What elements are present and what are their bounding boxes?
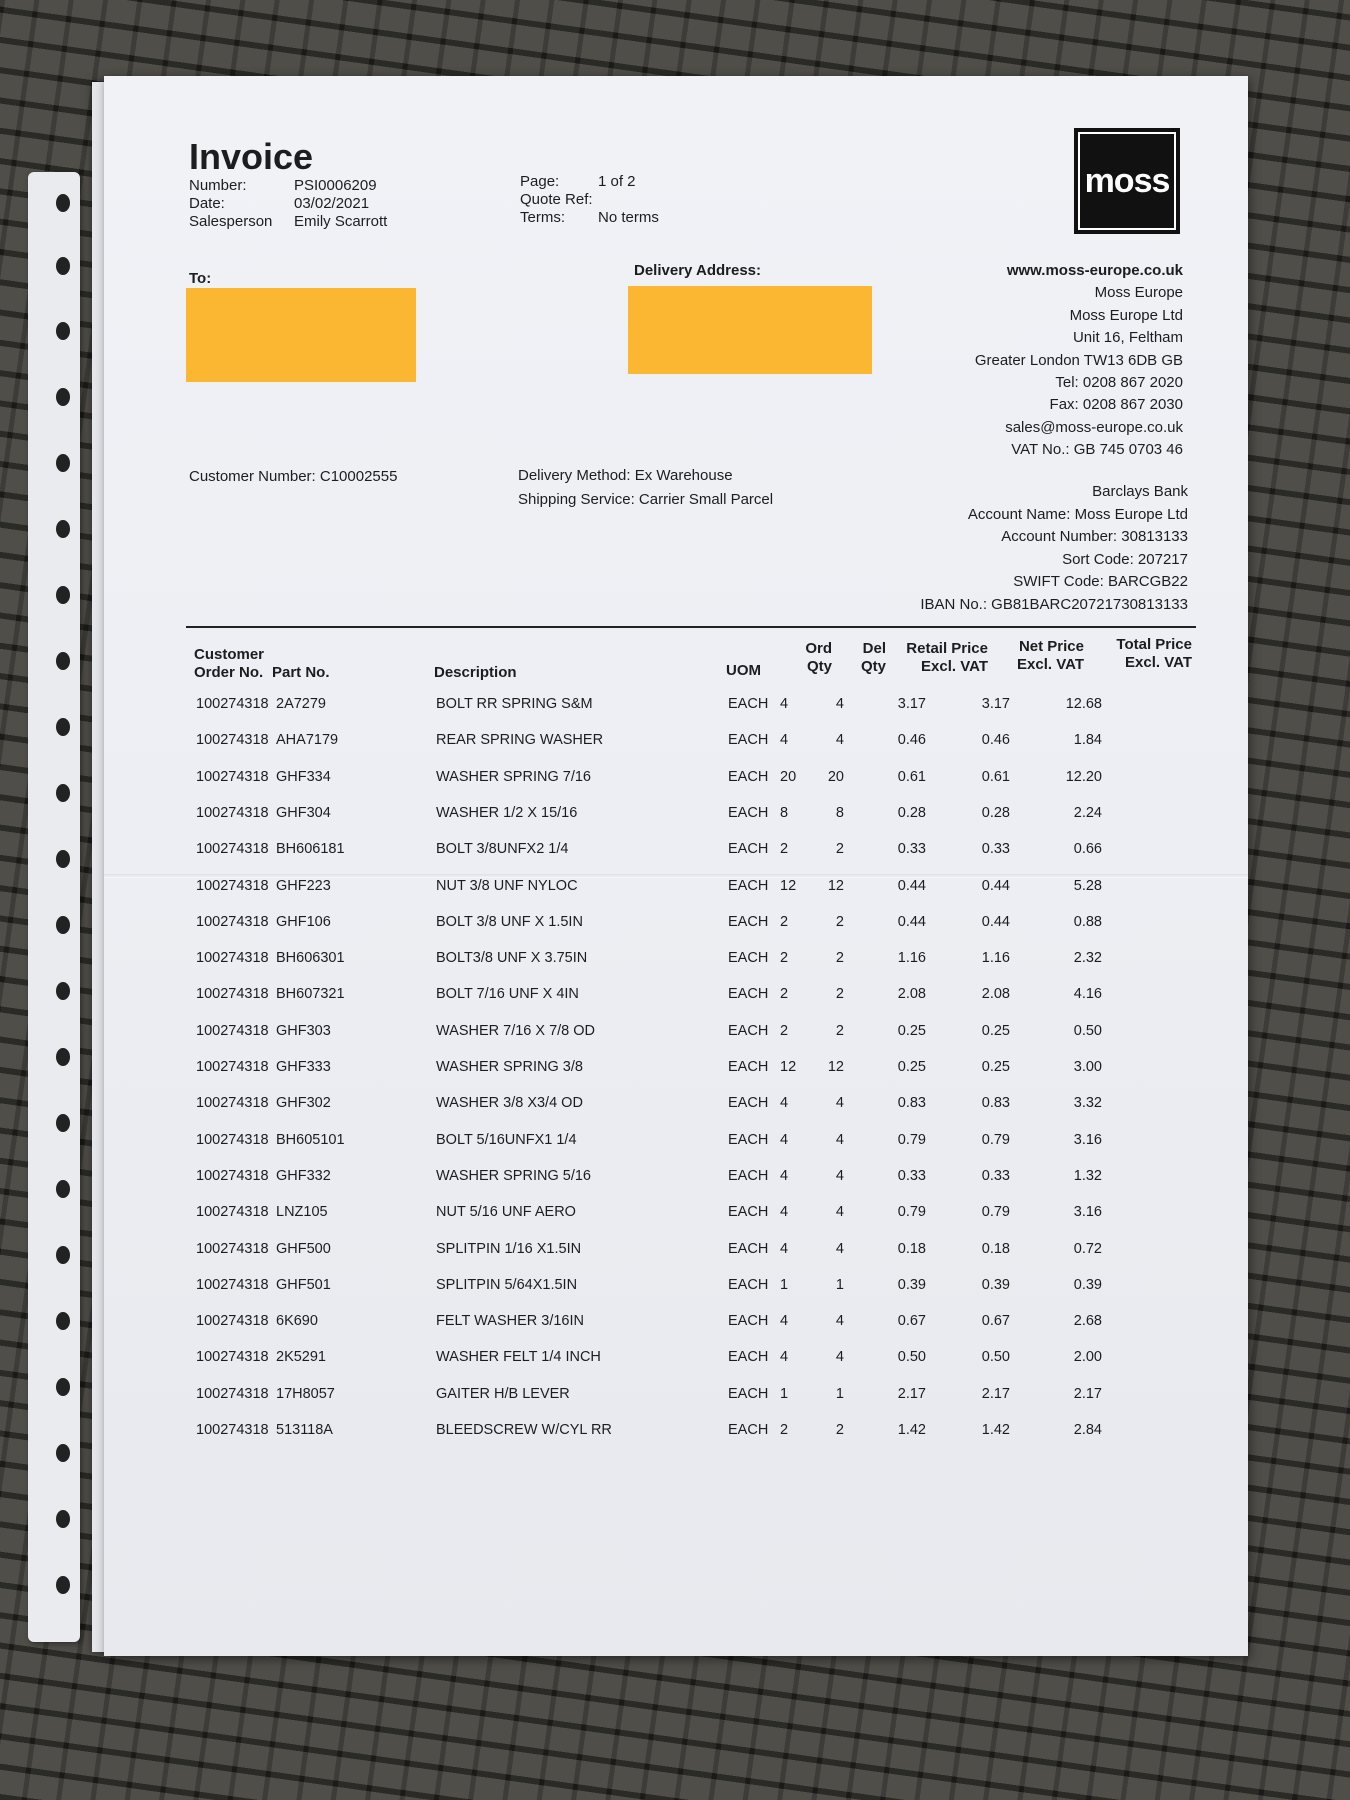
cell-total: 3.32 [1073,1095,1102,1112]
cell-del: 4 [835,1240,844,1257]
shipping-service: Shipping Service: Carrier Small Parcel [518,491,774,508]
cell-desc: NUT 3/8 UNF NYLOC [436,877,578,894]
cell-ord: 4 [780,1131,789,1148]
cell-part: 17H8057 [276,1385,335,1402]
table-row [104,732,1248,754]
cell-desc: WASHER 3/8 X3/4 OD [436,1095,583,1112]
cell-net: 0.44 [981,913,1010,930]
cell-retail: 0.61 [897,768,926,785]
cell-total: 5.28 [1073,877,1102,894]
binder-hole [56,388,70,406]
invoice-date: 03/02/2021 [294,195,370,212]
col-net-price-line2: Excl. VAT [1017,656,1084,673]
col-retail-price-line2: Excl. VAT [921,658,988,675]
cell-total: 0.39 [1073,1276,1102,1293]
cell-uom: EACH [728,1240,769,1257]
cell-total: 2.32 [1073,950,1102,967]
col-net-price [984,638,1084,674]
cell-uom: EACH [728,768,769,785]
cell-total: 0.72 [1073,1240,1102,1257]
cell-ord: 2 [780,1422,789,1438]
cell-net: 2.17 [981,1385,1010,1402]
cell-ord: 2 [780,986,789,1003]
cell-retail: 0.83 [897,1095,926,1112]
cell-desc: WASHER SPRING 7/16 [436,768,591,785]
cell-desc: REAR SPRING WASHER [436,732,604,749]
binder-hole [56,1312,70,1330]
cell-desc: BOLT 5/16UNFX1 1/4 [436,1131,577,1148]
cell-ord: 4 [780,1095,789,1112]
binder-hole [56,1510,70,1528]
cell-net: 1.42 [981,1422,1010,1438]
cell-order: 100274318 [196,1095,269,1112]
cell-ord: 1 [780,1276,789,1293]
table-row [104,1241,1248,1263]
cell-net: 0.50 [981,1349,1010,1366]
cell-retail: 0.44 [897,913,926,930]
cell-uom: EACH [728,1422,769,1438]
cell-net: 1.16 [981,950,1010,967]
binder-hole [56,718,70,736]
cell-del: 4 [835,732,844,749]
col-customer-order [194,646,264,682]
cell-retail: 2.17 [897,1385,926,1402]
cell-del: 8 [835,804,844,821]
cell-order: 100274318 [196,1240,269,1257]
binder-hole [56,916,70,934]
cell-total: 1.84 [1073,732,1102,749]
cell-order: 100274318 [196,877,269,894]
cell-total: 1.32 [1073,1167,1102,1184]
cell-order: 100274318 [196,1349,269,1366]
cell-ord: 4 [780,1204,789,1221]
binder-hole [56,194,70,212]
col-ord-qty [792,640,832,676]
cell-part: BH605101 [276,1131,345,1148]
cell-uom: EACH [728,841,769,858]
binder-sleeve [28,172,80,1642]
cell-part: GHF333 [276,1059,331,1075]
company-website: www.moss-europe.co.uk [1006,262,1183,279]
cell-desc: WASHER FELT 1/4 INCH [436,1349,601,1366]
cell-retail: 3.17 [897,696,926,712]
cell-retail: 0.79 [897,1204,926,1221]
cell-order: 100274318 [196,950,269,967]
table-row [104,950,1248,972]
cell-desc: BOLT RR SPRING S&M [436,696,593,712]
cell-del: 2 [835,950,844,967]
company-line: Moss Europe [1094,284,1183,302]
table-row [104,1168,1248,1190]
bank-line: SWIFT Code: BARCGB22 [1013,573,1188,591]
binder-hole [56,1576,70,1594]
terms: No terms [598,209,659,226]
cell-del: 12 [827,1059,844,1075]
cell-net: 0.25 [981,1022,1010,1039]
cell-retail: 0.39 [897,1276,926,1293]
cell-uom: EACH [728,1167,769,1184]
number-label: Number: [189,177,247,194]
col-del-qty-line2: Qty [860,658,886,675]
page-label: Page: [520,173,560,190]
col-net-price-line1: Net Price [1018,638,1084,655]
cell-net: 2.08 [981,986,1010,1003]
cell-desc: SPLITPIN 1/16 X1.5IN [436,1240,582,1257]
col-customer-order-line2: Order No. [194,664,264,681]
bank-line: Sort Code: 207217 [1062,550,1188,568]
cell-ord: 2 [780,1022,789,1039]
table-row [104,1386,1248,1408]
col-retail-price-line1: Retail Price [906,640,988,657]
cell-del: 4 [835,1349,844,1366]
cell-del: 20 [827,768,844,785]
cell-order: 100274318 [196,1131,269,1148]
cell-retail: 0.33 [897,1167,926,1184]
binder-hole [56,1246,70,1264]
col-total-price-line1: Total Price [1116,636,1192,653]
cell-ord: 12 [780,877,797,894]
cell-order: 100274318 [196,1204,269,1221]
cell-net: 0.39 [981,1276,1010,1293]
cell-retail: 0.25 [897,1022,926,1039]
cell-total: 2.17 [1073,1385,1102,1402]
col-ord-qty-line1: Ord [805,640,832,657]
bank-line: IBAN No.: GB81BARC20721730813133 [920,595,1188,613]
cell-uom: EACH [728,1059,769,1075]
col-customer-order-line1: Customer [194,646,265,663]
table-row [104,878,1248,900]
cell-retail: 0.18 [897,1240,926,1257]
binder-hole [56,322,70,340]
cell-part: BH607321 [276,986,345,1003]
cell-part: GHF334 [276,768,331,785]
cell-total: 3.00 [1073,1059,1102,1075]
cell-total: 2.00 [1073,1349,1102,1366]
cell-ord: 1 [780,1385,789,1402]
cell-uom: EACH [728,696,769,712]
binder-hole [56,850,70,868]
cell-retail: 0.44 [897,877,926,894]
cell-order: 100274318 [196,732,269,749]
cell-order: 100274318 [196,841,269,858]
cell-del: 1 [835,1385,844,1402]
cell-ord: 2 [780,950,789,967]
invoice-number: PSI0006209 [294,177,377,194]
cell-uom: EACH [728,1131,769,1148]
binder-hole [56,1048,70,1066]
cell-order: 100274318 [196,1022,269,1039]
cell-total: 2.24 [1073,804,1102,821]
cell-desc: GAITER H/B LEVER [436,1385,570,1402]
cell-uom: EACH [728,877,769,894]
table-row [104,914,1248,936]
page-meta [520,173,659,227]
quote-ref-label: Quote Ref: [520,191,593,208]
cell-order: 100274318 [196,768,269,785]
cell-part: GHF223 [276,877,331,894]
cell-del: 4 [835,1313,844,1330]
cell-order: 100274318 [196,804,269,821]
cell-order: 100274318 [196,1385,269,1402]
cell-part: 513118A [276,1422,333,1438]
cell-ord: 2 [780,913,789,930]
cell-part: GHF106 [276,913,331,930]
cell-part: 2A7279 [276,696,326,712]
binder-hole [56,982,70,1000]
cell-uom: EACH [728,1349,769,1366]
cell-uom: EACH [728,1204,769,1221]
col-uom: UOM [726,662,761,679]
cell-desc: WASHER SPRING 3/8 [436,1059,583,1075]
cell-total: 3.16 [1073,1204,1102,1221]
cell-part: GHF304 [276,804,331,821]
col-part-no: Part No. [272,664,330,681]
cell-net: 0.28 [981,804,1010,821]
cell-net: 0.33 [981,1167,1010,1184]
col-total-price-line2: Excl. VAT [1125,654,1192,671]
cell-part: GHF500 [276,1240,331,1257]
cell-del: 2 [835,1422,844,1438]
cell-order: 100274318 [196,986,269,1003]
cell-total: 0.66 [1073,841,1102,858]
cell-net: 0.18 [981,1240,1010,1257]
cell-net: 0.46 [981,732,1010,749]
col-description: Description [434,664,517,681]
cell-part: GHF332 [276,1167,331,1184]
cell-net: 0.67 [981,1313,1010,1330]
cell-uom: EACH [728,1385,769,1402]
salesperson: Emily Scarrott [294,213,388,230]
cell-net: 0.79 [981,1131,1010,1148]
cell-retail: 1.42 [897,1422,926,1438]
cell-total: 2.68 [1073,1313,1102,1330]
cell-del: 2 [835,913,844,930]
bank-line: Account Name: Moss Europe Ltd [967,505,1188,523]
table-row [104,1313,1248,1335]
cell-total: 4.16 [1073,986,1102,1003]
binder-hole [56,1180,70,1198]
cell-del: 2 [835,986,844,1003]
table-row [104,1095,1248,1117]
cell-ord: 4 [780,1240,789,1257]
cell-desc: WASHER SPRING 5/16 [436,1167,591,1184]
cell-retail: 0.33 [897,841,926,858]
cell-ord: 4 [780,1349,789,1366]
invoice-meta [189,177,387,231]
terms-label: Terms: [520,209,565,226]
cell-order: 100274318 [196,1276,269,1293]
cell-part: GHF302 [276,1095,331,1112]
cell-total: 0.50 [1073,1022,1102,1039]
cell-del: 4 [835,1167,844,1184]
cell-uom: EACH [728,1095,769,1112]
cell-uom: EACH [728,1276,769,1293]
cell-del: 1 [835,1276,844,1293]
cell-retail: 1.16 [897,950,926,967]
company-line: Moss Europe Ltd [1069,306,1183,324]
binder-hole [56,454,70,472]
col-total-price [1084,636,1192,672]
table-row [104,805,1248,827]
col-retail-price [884,640,988,676]
col-del-qty-line1: Del [862,640,886,657]
logo-text: moss [1084,161,1170,200]
cell-retail: 0.46 [897,732,926,749]
cell-desc: NUT 5/16 UNF AERO [436,1204,576,1221]
cell-part: BH606301 [276,950,345,967]
to-label: To: [189,270,212,287]
table-row [104,1023,1248,1045]
cell-part: AHA7179 [276,732,339,749]
cell-part: 6K690 [276,1313,318,1330]
bank-details [920,481,1188,617]
cell-part: LNZ105 [276,1204,328,1221]
company-line: Greater London TW13 6DB GB [974,351,1183,369]
table-row [104,696,1248,718]
cell-total: 3.16 [1073,1131,1102,1148]
cell-del: 4 [835,1204,844,1221]
binder-hole [56,652,70,670]
redacted-to-address [186,288,416,382]
cell-uom: EACH [728,804,769,821]
cell-del: 4 [835,1095,844,1112]
col-del-qty [844,640,886,676]
customer-number: Customer Number: C10002555 [189,468,398,485]
cell-ord: 8 [780,804,789,821]
cell-order: 100274318 [196,1313,269,1330]
company-line: VAT No.: GB 745 0703 46 [1011,441,1183,459]
table-row [104,986,1248,1008]
invoice-title: Invoice [189,136,314,177]
company-line: Fax: 0208 867 2030 [1049,396,1183,414]
cell-order: 100274318 [196,1422,269,1438]
cell-del: 4 [835,696,844,712]
cell-desc: SPLITPIN 5/64X1.5IN [436,1276,578,1293]
delivery-address-label: Delivery Address: [634,262,762,279]
cell-part: GHF303 [276,1022,331,1039]
cell-part: BH606181 [276,841,345,858]
cell-retail: 0.67 [897,1313,926,1330]
cell-retail: 0.25 [897,1059,926,1075]
delivery-info [518,464,773,512]
cell-desc: BLEEDSCREW W/CYL RR [436,1422,612,1438]
cell-net: 0.25 [981,1059,1010,1075]
salesperson-label: Salesperson [189,213,273,230]
company-details [975,260,1183,462]
table-row [104,1204,1248,1226]
cell-ord: 4 [780,696,789,712]
cell-desc: WASHER 1/2 X 15/16 [436,804,578,821]
cell-del: 12 [827,877,844,894]
cell-uom: EACH [728,1313,769,1330]
table-row [104,1059,1248,1081]
cell-retail: 2.08 [897,986,926,1003]
col-ord-qty-line2: Qty [806,658,832,675]
cell-desc: BOLT 3/8UNFX2 1/4 [436,841,569,858]
bank-line: Barclays Bank [1092,483,1188,500]
company-line: Unit 16, Feltham [1072,329,1183,347]
cell-ord: 4 [780,732,789,749]
binder-hole [56,1444,70,1462]
cell-desc: FELT WASHER 3/16IN [436,1313,584,1330]
cell-ord: 20 [780,768,797,785]
cell-total: 2.84 [1073,1422,1102,1438]
cell-total: 0.88 [1073,913,1102,930]
cell-uom: EACH [728,950,769,967]
cell-net: 0.61 [981,768,1010,785]
cell-total: 12.20 [1065,768,1102,785]
company-line: sales@moss-europe.co.uk [1005,418,1183,436]
cell-del: 2 [835,1022,844,1039]
cell-retail: 0.79 [897,1131,926,1148]
cell-ord: 4 [780,1313,789,1330]
date-label: Date: [189,195,225,212]
cell-retail: 0.50 [897,1349,926,1366]
cell-uom: EACH [728,986,769,1003]
cell-ord: 12 [780,1059,797,1075]
cell-uom: EACH [728,732,769,749]
cell-part: 2K5291 [276,1349,326,1366]
redacted-delivery-address [628,286,872,374]
moss-logo [1074,128,1180,234]
cell-desc: BOLT3/8 UNF X 3.75IN [436,950,588,967]
cell-net: 0.44 [981,877,1010,894]
header-divider [186,626,1196,628]
cell-order: 100274318 [196,696,269,712]
cell-desc: WASHER 7/16 X 7/8 OD [436,1022,596,1039]
cell-order: 100274318 [196,913,269,930]
cell-uom: EACH [728,913,769,930]
cell-ord: 2 [780,841,789,858]
bank-line: Account Number: 30813133 [1001,528,1188,546]
binder-hole [56,1378,70,1396]
invoice-page [104,76,1248,1656]
binder-hole [56,257,70,275]
page-number: 1 of 2 [598,173,636,190]
table-row [104,1349,1248,1371]
binder-hole [56,520,70,538]
cell-net: 0.83 [981,1095,1010,1112]
cell-desc: BOLT 3/8 UNF X 1.5IN [436,913,583,930]
table-row [104,841,1248,863]
company-line: Tel: 0208 867 2020 [1055,374,1183,392]
delivery-method: Delivery Method: Ex Warehouse [518,467,733,484]
cell-del: 4 [835,1131,844,1148]
cell-net: 0.33 [981,841,1010,858]
cell-net: 3.17 [981,696,1010,712]
table-row [104,1277,1248,1299]
cell-retail: 0.28 [897,804,926,821]
cell-order: 100274318 [196,1167,269,1184]
table-row [104,769,1248,791]
cell-total: 12.68 [1065,696,1102,712]
cell-del: 2 [835,841,844,858]
binder-hole [56,784,70,802]
binder-hole [56,586,70,604]
cell-ord: 4 [780,1167,789,1184]
cell-desc: BOLT 7/16 UNF X 4IN [436,986,579,1003]
cell-order: 100274318 [196,1059,269,1075]
table-row [104,1132,1248,1154]
binder-hole [56,1114,70,1132]
cell-net: 0.79 [981,1204,1010,1221]
table-row [104,1422,1248,1444]
cell-uom: EACH [728,1022,769,1039]
cell-part: GHF501 [276,1276,331,1293]
